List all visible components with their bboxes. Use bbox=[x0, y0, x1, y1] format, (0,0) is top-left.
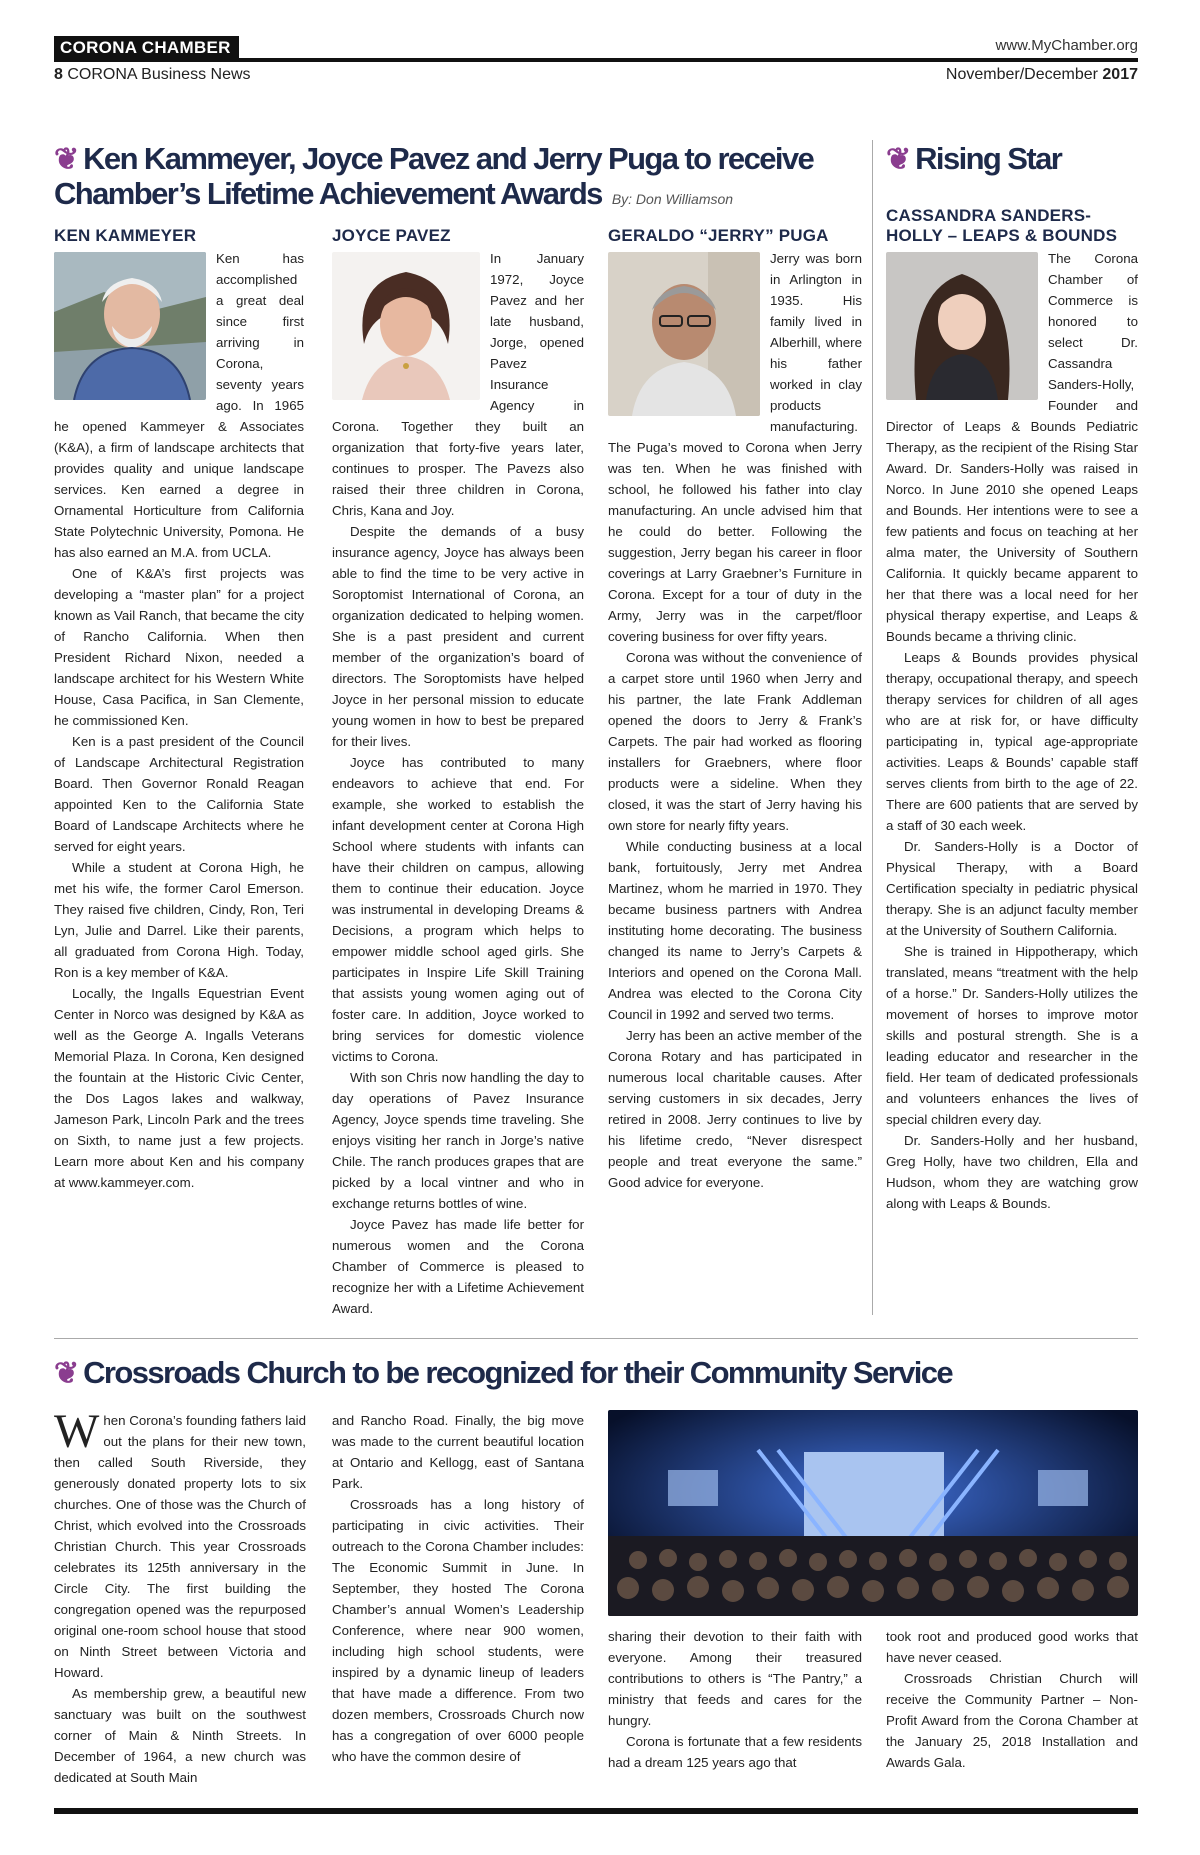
jerry-paragraph: Corona was without the convenience of a carpet store until 1960 when Jerry and his partner, the late Frank Addleman opened the doors to Jerry & Frank’s Carpets. The pair had worked as flooring installers for Graebners, where floor products were a sideline. When they closed, it was the start of Jerry having his own store for nearly fifty years. bbox=[608, 650, 862, 833]
rising-star-paragraph: The Corona Chamber of Commerce is honored to select Dr. Cassandra Sanders-Holly, Founder and Director of Leaps & Bounds Pediatric Therapy, as the recipient of the Rising Star Award. Dr. Sanders-Holly was raised in Norco. In June 2010 she opened Leaps and Bounds. Her intentions were to see a few patients and focus on teaching at her alma mater, the University of Southern California. It quickly became apparent to her that there was a local need for her physical therapy expertise, and Leaps & Bounds became a thriving clinic. bbox=[886, 251, 1138, 644]
headline-line-2: Chamber’s Lifetime Achievement Awards By: Don Williamson bbox=[54, 176, 734, 211]
crossroads-paragraph: sharing their devotion to their faith with everyone. Among their treasured contributions to others is “The Pantry,” a ministry that feeds and cares for the hungry. bbox=[608, 1629, 862, 1728]
masthead-url[interactable]: www.MyChamber.org bbox=[995, 37, 1138, 54]
ken-paragraph: One of K&A’s first projects was developing a “master plan” for a project known as Vail Ranch, that became the city of Rancho California. When then President Richard Nixon, needed a landscape architect for his Western White House, Casa Pacifica, in San Clemente, he commissioned Ken. bbox=[54, 566, 304, 728]
joyce-paragraph: Joyce has contributed to many endeavors to achieve that end. For example, she worked to establish the infant development center at Corona High School where students with infants can have their children on campus, allowing them to continue their education. Joyce was instrumental in developing Dreams & Decisions, a program which helps to empower middle school aged girls. She participates in Inspire Life Skill Training that assists young women aging out of foster care. In addition, Joyce worked to bring services for domestic violence victims to Corona. bbox=[332, 755, 584, 1064]
joyce-paragraph: Joyce Pavez has made life better for numerous women and the Corona Chamber of Commerce is pleased to recognize her with a Lifetime Achievement Award. bbox=[332, 1217, 584, 1316]
jerry-paragraph: Jerry was born in Arlington in 1935. His family lived in Alberhill, where his father worked in clay products manufacturing. The Puga’s moved to Corona when Jerry was ten. When he was finished with school, he followed his father into clay manufacturing. An uncle advised him that he could do better. Following the suggestion, Jerry began his career in floor coverings at Larry Graebner’s Furniture in Corona. Except for a tour of duty in the Army, Jerry was in the carpet/floor covering business for over fifty years. bbox=[608, 251, 862, 644]
crossroads-paragraph: Crossroads has a long history of participating in civic activities. Their outreach to the Corona Chamber includes: The Economic Summit in June. In September, they hosted The Corona Chamber’s annual Women’s Leadership Conference, where near 900 women, including high school students, were inspired by a dynamic lineup of leaders that have made a difference. From two dozen members, Crossroads Church now has a congregation of over 6000 people who have the common desire of bbox=[332, 1497, 584, 1764]
masthead bbox=[54, 36, 1138, 86]
crossroads-paragraph: Corona is fortunate that a few residents had a dream 125 years ago that bbox=[608, 1734, 862, 1770]
crossroads-paragraph: As membership grew, a beautiful new sanctuary was built on the southwest corner of Main & Ninth Streets. In December of 1964, a new church was dedicated at South Main bbox=[54, 1686, 306, 1785]
crossroads-paragraph: and Rancho Road. Finally, the big move was made to the current beautiful location at Ontario and Kellogg, east of Santana Park. bbox=[332, 1413, 584, 1491]
ken-paragraph: Ken has accomplished a great deal since first arriving in Corona, seventy years ago. In 1965 he opened Kammeyer & Associates (K&A), a firm of landscape architects that provides quality and unique landscape services. Ken earned a degree in Ornamental Horticulture from California State Polytechnic University, Pomona. He has also earned an M.A. from UCLA. bbox=[54, 251, 304, 560]
crossroads-column-1 bbox=[54, 1405, 306, 1788]
joyce-column bbox=[332, 248, 584, 1319]
crossroads-paragraph: Crossroads Christian Church will receive the Community Partner – Non- Profit Award from the Corona Chamber at the January 25, 2018 Installation and Awards Gala. bbox=[886, 1671, 1138, 1770]
jerry-paragraph: Jerry has been an active member of the Corona Rotary and has participated in numerous local charitable causes. After serving customers in six decades, Jerry retired in 2008. Jerry continues to live by his lifetime credo, “Never disrespect people and treat everyone the same.” Good advice for everyone. bbox=[608, 1028, 862, 1190]
joyce-paragraph: In January 1972, Joyce Pavez and her late husband, Jorge, opened Pavez Insurance Agency in Corona. Together they built an organization that forty-five years later, continues to prosper. The Pavezs also raised their three children in Corona, Chris, Kana and Joy. bbox=[332, 251, 584, 518]
footer-rule bbox=[54, 1808, 1138, 1814]
masthead-tag: CORONA CHAMBER bbox=[54, 36, 239, 60]
ken-kammeyer-photo bbox=[54, 252, 206, 400]
issue-date bbox=[946, 66, 1138, 84]
issue-year: 2017 bbox=[1102, 66, 1138, 83]
crossroads-column-2 bbox=[332, 1410, 584, 1767]
rising-star-paragraph: Dr. Sanders-Holly is a Doctor of Physical Therapy, with a Board Certification specialty in pediatric physical therapy. She is an adjunct faculty member at the University of Southern California. bbox=[886, 839, 1138, 938]
crossroads-paragraph: When Corona’s founding fathers laid out the plans for their new town, then called South Riverside, they generously donated property lots to six churches. One of those was the Church of Christ, which evolved into the Crossroads Christian Church. This year Crossroads celebrates its 125th anniversary in the Circle City. The first building the congregation opened was the repurposed original one-room school house that stood on Ninth Street between Victoria and Howard. bbox=[54, 1405, 306, 1680]
joyce-paragraph: Despite the demands of a busy insurance agency, Joyce has always been able to find the time to be very active in Soroptomist International of Corona, an organization dedicated to helping women. She is a past president and current member of the organization’s board of directors. The Soroptomists have helped Joyce in her personal mission to educate young women in how to best be prepared for their lives. bbox=[332, 524, 584, 749]
jerry-puga-photo bbox=[608, 252, 760, 416]
publication-name: CORONA Business News bbox=[67, 66, 251, 83]
rising-star-headline: ❦ Rising Star bbox=[886, 141, 1062, 176]
headline-line-1: ❦ Ken Kammeyer, Joyce Pavez and Jerry Puga to receive bbox=[54, 141, 814, 176]
jerry-paragraph: While conducting business at a local bank, fortuitously, Jerry met Andrea Martinez, whom he married in 1970. They became business partners with Andrea instituting home decorating. The business changed its name to Jerry’s Carpets & Interiors and opened on the Corona Mall. Andrea was elected to the Corona City Council in 1992 and served two terms. bbox=[608, 839, 862, 1022]
crossroads-column-3 bbox=[608, 1626, 862, 1773]
crossroads-paragraph: took root and produced good works that have never ceased. bbox=[886, 1629, 1138, 1665]
joyce-paragraph: With son Chris now handling the day to day operations of Pavez Insurance Agency, Joyce spends time traveling. She enjoys visiting her ranch in Jorge’s native Chile. The ranch produces grapes that are picked by a local vintner and who in exchange returns bottles of wine. bbox=[332, 1070, 584, 1211]
ken-paragraph: While a student at Corona High, he met his wife, the former Carol Emerson. They raised five children, Cindy, Ron, Teri Lyn, Julie and Darrel. Like their parents, all graduated from Corona High. Today, Ron is a key member of K&A. bbox=[54, 860, 304, 980]
flourish-icon: ❦ bbox=[886, 143, 912, 176]
drop-cap: W bbox=[54, 1405, 100, 1458]
joyce-pavez-photo bbox=[332, 252, 480, 400]
rising-star-paragraph: She is trained in Hippotherapy, which translated, means “treatment with the help of a horse.” Dr. Sanders-Holly utilizes the movement of horses to improve motor skills and postural strength. She is a leading educator and researcher in the field. Her team of dedicated professionals and volunteers enhances the lives of special children every day. bbox=[886, 944, 1138, 1127]
page-number: 8 bbox=[54, 66, 63, 83]
flourish-icon: ❦ bbox=[54, 143, 80, 176]
column-divider bbox=[872, 140, 873, 1315]
rising-star-heading: CASSANDRA SANDERS-HOLLY – LEAPS & BOUNDS bbox=[886, 206, 1118, 245]
ken-paragraph: Locally, the Ingalls Equestrian Event Center in Norco was designed by K&A as well as the George A. Ingalls Veterans Memorial Plaza. In Corona, Ken designed the fountain at the Historic Civic Center, the Dos Lagos lakes and walkway, Jameson Park, Lincoln Park and the trees on Sixth, to name just a few projects. Learn more about Ken and his company at www.kammeyer.com. bbox=[54, 986, 304, 1190]
byline: By: Don Williamson bbox=[611, 191, 734, 207]
section-divider bbox=[54, 1338, 1138, 1339]
joyce-heading: JOYCE PAVEZ bbox=[332, 226, 451, 245]
masthead-folio bbox=[54, 66, 251, 84]
cassandra-sanders-holly-photo bbox=[886, 252, 1038, 400]
rising-star-paragraph: Leaps & Bounds provides physical therapy, occupational therapy, and speech therapy services for children of all ages who are at risk for, or have difficulty participating in, typical age-appropriate activities. Leaps & Bounds’ capable staff serves clients from birth to the age of 22. There are 600 patients that are served by a staff of 30 each week. bbox=[886, 650, 1138, 833]
ken-heading: KEN KAMMEYER bbox=[54, 226, 197, 245]
ken-paragraph: Ken is a past president of the Council of Landscape Architectural Registration Board. Then Governor Ronald Reagan appointed Ken to the California State Board of Landscape Architects where he served for eight years. bbox=[54, 734, 304, 854]
crossroads-church-photo bbox=[608, 1410, 1138, 1616]
crossroads-column-4 bbox=[886, 1626, 1138, 1773]
masthead-rule bbox=[54, 58, 1138, 62]
rising-star-paragraph: Dr. Sanders-Holly and her husband, Greg Holly, have two children, Ella and Hudson, whom they are watching grow along with Leaps & Bounds. bbox=[886, 1133, 1138, 1211]
jerry-column bbox=[608, 248, 862, 1193]
issue-month: November/December bbox=[945, 66, 1098, 83]
crossroads-headline: ❦ Crossroads Church to be recognized for their Community Service bbox=[54, 1355, 953, 1390]
flourish-icon: ❦ bbox=[54, 1357, 80, 1390]
ken-column bbox=[54, 248, 304, 1193]
rising-star-column bbox=[886, 248, 1138, 1214]
lifetime-headline bbox=[54, 142, 854, 211]
jerry-heading: GERALDO “JERRY” PUGA bbox=[608, 226, 829, 245]
